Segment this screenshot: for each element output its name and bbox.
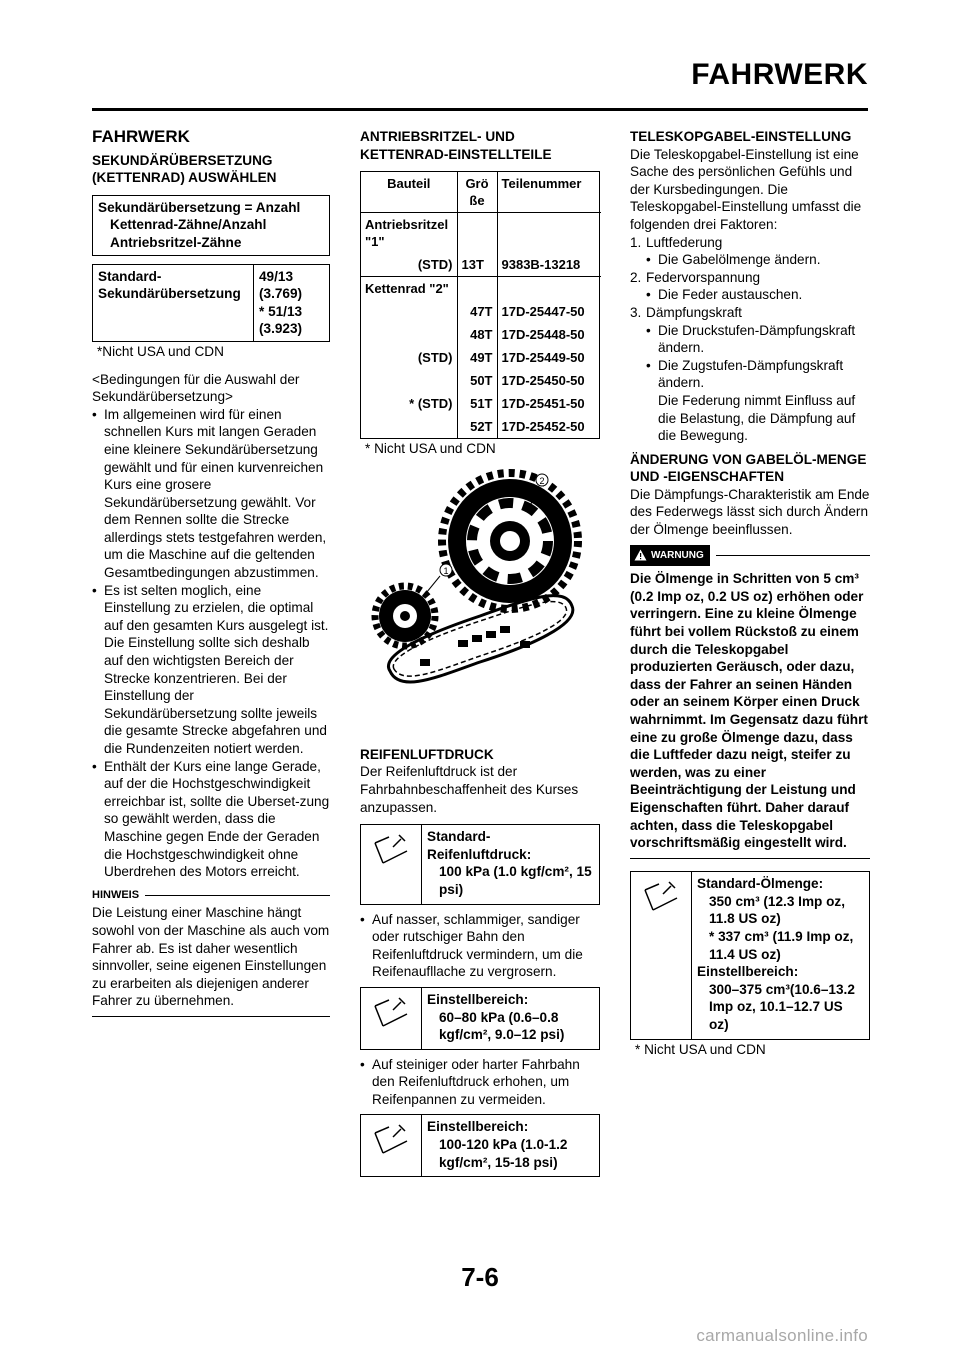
list-item: • Auf steiniger oder harter Fahrbahn den Reifenluftdruck erhohen, um Reifenpannen zu vermeiden. xyxy=(360,1056,600,1109)
oil-text: Die Dämpfungs-Charakteristik am Ende des Federwegs lässt sich durch Ändern der Ölmenge beeinflussen. xyxy=(630,486,870,538)
conditions-title: <Bedingungen für die Auswahl der Sekundärübersetzung> xyxy=(92,371,300,405)
spec-label: Standard-Reifenluftdruck: xyxy=(427,829,532,862)
list-item: • Die Druckstufen-Dämpfungskraft ändern. xyxy=(646,322,870,357)
list-item: 1. Luftfederung xyxy=(630,234,723,250)
list-item: • Im allgemeinen wird für einen schnellen Kurs mit langen Geraden eine kleinere Sekundärübersetzung gewählt und für einen kurvenreichen Kurs eine grosere Sekundärübersetzung gewählt. Vor dem Rennen sollte die Strecke allerdings stets testgefahren werden, um die Maschine auf die geltenden Gesamtbedingungen abzustimmen. xyxy=(92,406,330,582)
warning-end-rule xyxy=(630,858,870,860)
factor-list xyxy=(630,234,870,445)
callout-2: 2 xyxy=(539,475,545,486)
spec-value: 60–80 kPa (0.6–0.8 kgf/cm², 9.0–12 psi) xyxy=(439,1009,565,1043)
table-header: Grö ße xyxy=(457,172,497,213)
tire-pressure-spec xyxy=(360,824,600,904)
footnote: * Nicht USA und CDN xyxy=(635,1041,766,1057)
callout-line xyxy=(422,576,440,598)
formula-label: Sekundärübersetzung = Anzahl xyxy=(98,199,301,215)
page-number: 7-6 xyxy=(461,1262,499,1292)
table-row: (STD) 49T 17D-25449-50 xyxy=(361,346,601,369)
table-row: 48T 17D-25448-50 xyxy=(361,323,601,346)
list-item: • Es ist selten moglich, eine Einstellung zu erzielen, die optimal auf den gesamten Kurs ausgelegt ist. Die Einstellung sollte sich deshalb auf den wichtigsten Bereich der Strecke konzentrieren. Bei der Einstellung der Sekundärübersetzung sollte jeweils die gesamte Strecke abgefahren und die Rundenzeiten notiert werden. xyxy=(92,582,330,758)
conditions-list xyxy=(92,406,330,881)
callout-1: 1 xyxy=(443,565,449,576)
warning-rule xyxy=(716,555,870,557)
subsection-heading: SEKUNDÄRÜBERSETZUNG (KETTENRAD) AUSWÄHLEN xyxy=(92,152,277,186)
spec-label: Einstellbereich: xyxy=(427,991,529,1007)
oil-level-spec xyxy=(630,871,870,1039)
warning-icon xyxy=(634,549,647,561)
standard-ratio-label: Standard-Sekundärübersetzung xyxy=(93,265,254,341)
list-item: • Die Feder austauschen. xyxy=(646,286,870,304)
watermark: carmanualsonline.info xyxy=(696,1326,868,1345)
tire-list xyxy=(360,911,600,981)
oil-heading: ÄNDERUNG VON GABELÖL-MENGE UND -EIGENSCHAFTEN xyxy=(630,451,867,485)
note-text: Die Leistung einer Maschine hängt sowohl von der Maschine als auch vom Fahrer ab. Es ist daher wesentlich sinnvoller, seine eigenen Einstellungen zu erarbeiten als diejenigen anderer Fahrer zu übernehmen. xyxy=(92,905,330,1009)
list-item: 2. Federvorspannung xyxy=(630,269,761,285)
column-sprockets xyxy=(360,128,600,1177)
standard-ratio-values xyxy=(254,265,329,341)
spec-value: 350 cm³ (12.3 Imp oz, 11.8 US oz) xyxy=(709,893,845,927)
standard-ratio-box xyxy=(92,264,330,342)
spec-value: * 337 cm³ (11.9 Imp oz, 11.4 US oz) xyxy=(709,929,854,962)
table-header: Bauteil xyxy=(361,172,457,213)
spec-icon xyxy=(631,872,692,1038)
tire-range-spec xyxy=(360,987,600,1050)
item-note: Die Federung nimmt Einfluss auf die Belastung, die Dämpfung auf die Bewegung. xyxy=(658,392,856,444)
note-rule xyxy=(145,895,330,897)
spec-icon xyxy=(361,825,422,903)
group-name: Kettenrad "2" xyxy=(365,281,449,297)
spec-label: Einstellbereich: xyxy=(697,964,799,980)
header-rule xyxy=(92,108,868,111)
section-heading: ANTRIEBSRITZEL- UND KETTENRAD-EINSTELLTEILE xyxy=(360,129,552,162)
spec-value: 300–375 cm³(10.6–13.2 Imp oz, 10.1–12.7 US oz) xyxy=(709,981,855,1032)
section-heading: FAHRWERK xyxy=(92,127,190,146)
table-header: Teilenummer xyxy=(497,172,601,213)
footnote: * Nicht USA und CDN xyxy=(365,441,496,457)
section-heading: TELESKOPGABEL-EINSTELLUNG xyxy=(630,129,852,144)
fork-intro: Die Teleskopgabel-Einstellung ist eine Sache des persönlichen Gefühls und der Kursbedingungen. Die Teleskopgabel-Einstellung umfasst die folgenden drei Faktoren: xyxy=(630,146,862,232)
spec-value: 100 kPa (1.0 kgf/cm², 15 psi) xyxy=(439,864,592,897)
note-label: HINWEIS xyxy=(92,888,140,901)
table-row: (STD) 13T 9383B-13218 xyxy=(361,253,601,277)
list-item: • Enthält der Kurs eine lange Gerade, auf der die Hochstgeschwindigkeit erreichbar ist, sollte die Uberset-zung so gewählt werden, dass die Maschine gegen Ende der Geraden die Hochstgeschwindigkeit ohne Uberdrehen des Motors erreicht. xyxy=(92,758,330,881)
tire-text: Der Reifenluftdruck ist der Fahrbahnbeschaffenheit des Kurses anzupassen. xyxy=(360,764,579,815)
sprocket-chain-illustration xyxy=(360,466,600,736)
table-row: 52T 17D-25452-50 xyxy=(361,415,601,438)
page-header-title: FAHRWERK xyxy=(691,58,868,91)
std-value: (3.769) xyxy=(259,286,303,302)
std-value: * 51/13 xyxy=(259,303,303,319)
table-row: 50T 17D-25450-50 xyxy=(361,369,601,392)
rear-sprocket-icon xyxy=(442,473,578,609)
column-gear-ratio xyxy=(92,128,330,1017)
spec-label: Einstellbereich: xyxy=(427,1119,529,1135)
note-header xyxy=(92,887,330,905)
std-value: (3.923) xyxy=(259,321,303,337)
column-fork xyxy=(630,128,870,1058)
group-name: Antriebsritzel "1" xyxy=(365,217,449,250)
formula-box xyxy=(92,195,330,256)
spec-icon xyxy=(361,1115,422,1176)
std-value: 49/13 xyxy=(259,268,294,284)
list-item: • Die Zugstufen-Dämpfungskraft ändern. xyxy=(646,357,870,392)
tire-heading: REIFENLUFTDRUCK xyxy=(360,746,494,762)
parts-table xyxy=(360,171,600,439)
warning-text: Die Ölmenge in Schritten von 5 cm³ (0.2 Imp oz, 0.2 US oz) erhöhen oder verringern. Eine zu kleine Ölmenge führt bei vollem Rückstoß zu einem durch die Teleskopgabel produzierten Geräusch, oder dazu, dass der Fahrer an seinen Händen oder an seinem Körper einen Druck wahrnimmt. Im Gegensatz dazu führt eine zu große Ölmenge dazu, dass die Luftfeder dazu neigt, steifer zu werden, was zu einer Beeinträchtigung der Leistung und Eigenschaften führt. Daher darauf achten, dass die Teleskopgabel vorschriftsmäßig eingestellt wird. xyxy=(630,571,868,851)
spec-value: 100-120 kPa (1.0-1.2 kgf/cm², 15-18 psi) xyxy=(439,1137,568,1170)
table-row: 47T 17D-25447-50 xyxy=(361,300,601,323)
warning-badge: WARNUNG xyxy=(630,545,710,567)
warning-header xyxy=(630,545,870,567)
list-item: • Auf nasser, schlammiger, sandiger oder rutschiger Bahn den Reifenluftdruck vermindern, um die Reifenaufllache zu vergrosern. xyxy=(360,911,600,981)
tire-range-spec xyxy=(360,1114,600,1177)
footnote: *Nicht USA und CDN xyxy=(97,343,224,359)
note-end-rule xyxy=(92,1016,330,1018)
tire-list xyxy=(360,1056,600,1109)
list-item: • Die Gabelölmenge ändern. xyxy=(646,251,870,269)
table-row: * (STD) 51T 17D-25451-50 xyxy=(361,392,601,415)
spec-icon xyxy=(361,988,422,1049)
formula-rest: Kettenrad-Zähne/Anzahl Antriebsritzel-Zähne xyxy=(110,217,267,250)
list-item: 3. Dämpfungskraft xyxy=(630,304,742,320)
spec-label: Standard-Ölmenge: xyxy=(697,876,824,892)
